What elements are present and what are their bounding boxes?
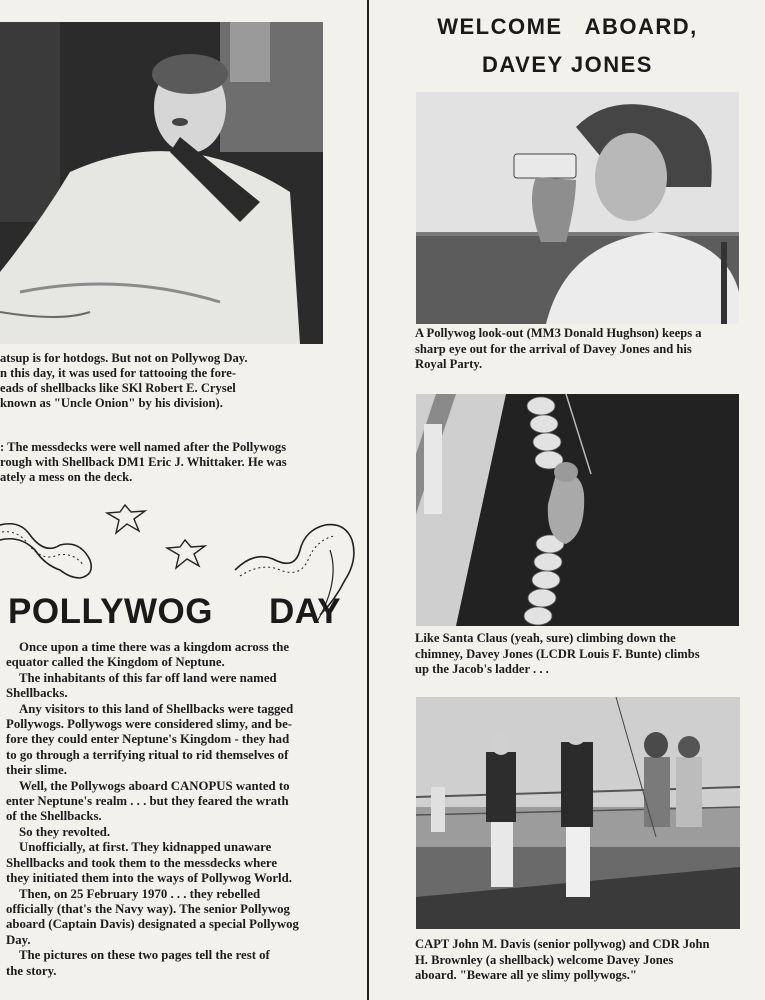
story-line: their slime. xyxy=(6,763,67,778)
story-line: fore they could enter Neptune's Kingdom - they had xyxy=(6,732,290,747)
story-line: they initiated them into the ways of Pollywog World. xyxy=(6,871,292,886)
photo-jacobs-ladder xyxy=(416,394,739,626)
photo-captain-welcome-image xyxy=(416,697,740,929)
headline-word: DAY xyxy=(268,592,342,631)
caption-line: atsup is for hotdogs. But not on Pollywog Day. xyxy=(0,351,248,365)
story-line: Pollywogs. Pollywogs were considered slimy, and be- xyxy=(6,717,293,732)
story-line: the story. xyxy=(6,963,57,978)
caption-line: A Pollywog look-out (MM3 Donald Hughson) keeps a xyxy=(415,326,702,340)
messdecks-caption xyxy=(0,440,287,485)
photo-pollywog-lookout-image xyxy=(416,92,739,324)
caption-line: Royal Party. xyxy=(415,357,483,371)
caption-line: CAPT John M. Davis (senior pollywog) and CDR John xyxy=(415,937,710,951)
jacobs-ladder-caption xyxy=(415,631,700,678)
story-line: The pictures on these two pages tell the rest of xyxy=(19,948,270,963)
caption-line: H. Brownley (a shellback) welcome Davey Jones xyxy=(415,952,674,967)
welcome-title-line-2: DAVEY JONES xyxy=(482,52,653,77)
caption-line: ately a mess on the deck. xyxy=(0,470,133,484)
caption-line: known as "Uncle Onion" by his division). xyxy=(0,396,223,410)
story-line: of the Shellbacks. xyxy=(6,809,102,824)
story-line: aboard (Captain Davis) designated a special Pollywog xyxy=(6,917,299,932)
story-line: equator called the Kingdom of Neptune. xyxy=(6,655,225,670)
caption-line: : The messdecks were well named after the Pollywogs xyxy=(0,440,287,454)
story-line: officially (that's the Navy way). The senior Pollywog xyxy=(6,901,290,916)
pollywog-day-headline xyxy=(8,592,341,632)
photo-captain-welcome xyxy=(416,697,740,929)
story-line: The inhabitants of this far off land were named xyxy=(19,670,277,685)
caption-line: sharp eye out for the arrival of Davey Jones and his xyxy=(415,341,692,356)
caption-line: aboard. "Beware all ye slimy pollywogs." xyxy=(415,968,637,982)
page-gutter-divider xyxy=(367,0,369,1000)
welcome-title-line-1: WELCOME ABOARD, xyxy=(437,14,698,39)
story-line: Unofficially, at first. They kidnapped unaware xyxy=(19,840,272,855)
story-line: So they revolted. xyxy=(19,824,111,839)
photo-shellback-tattoo-image xyxy=(0,22,323,344)
photo-pollywog-lookout xyxy=(416,92,739,324)
caption-line: n this day, it was used for tattooing the fore- xyxy=(0,366,237,380)
shellback-tattoo-caption xyxy=(0,351,248,411)
captain-welcome-caption xyxy=(415,937,709,984)
photo-shellback-tattoo xyxy=(0,22,323,344)
story-line: Once upon a time there was a kingdom across the xyxy=(19,640,290,654)
headline-word: POLLYWOG xyxy=(8,592,213,631)
story-line: Any visitors to this land of Shellbacks were tagged xyxy=(19,701,294,716)
story-line: enter Neptune's realm . . . but they feared the wrath xyxy=(6,794,289,809)
caption-line: chimney, Davey Jones (LCDR Louis F. Bunte) climbs xyxy=(415,646,700,661)
photo-jacobs-ladder-image xyxy=(416,394,739,626)
starfish-icon xyxy=(107,505,145,533)
pollywog-day-story xyxy=(6,640,351,979)
story-line: to go through a terrifying ritual to rid themselves of xyxy=(6,747,289,762)
story-line: Shellbacks and took them to the messdecks where xyxy=(6,855,277,870)
caption-line: up the Jacob's ladder . . . xyxy=(415,662,549,676)
story-line: Day. xyxy=(6,932,31,947)
story-line: Shellbacks. xyxy=(6,686,68,701)
lookout-caption xyxy=(415,326,702,373)
caption-line: rough with Shellback DM1 Eric J. Whittaker. He was xyxy=(0,455,287,469)
caption-line: eads of shellbacks like SKl Robert E. Crysel xyxy=(0,381,236,395)
story-line: Well, the Pollywogs aboard CANOPUS wanted to xyxy=(19,778,290,793)
starfish-icon xyxy=(167,540,205,568)
caption-line: Like Santa Claus (yeah, sure) climbing down the xyxy=(415,631,676,645)
story-line: Then, on 25 February 1970 . . . they rebelled xyxy=(19,886,261,901)
